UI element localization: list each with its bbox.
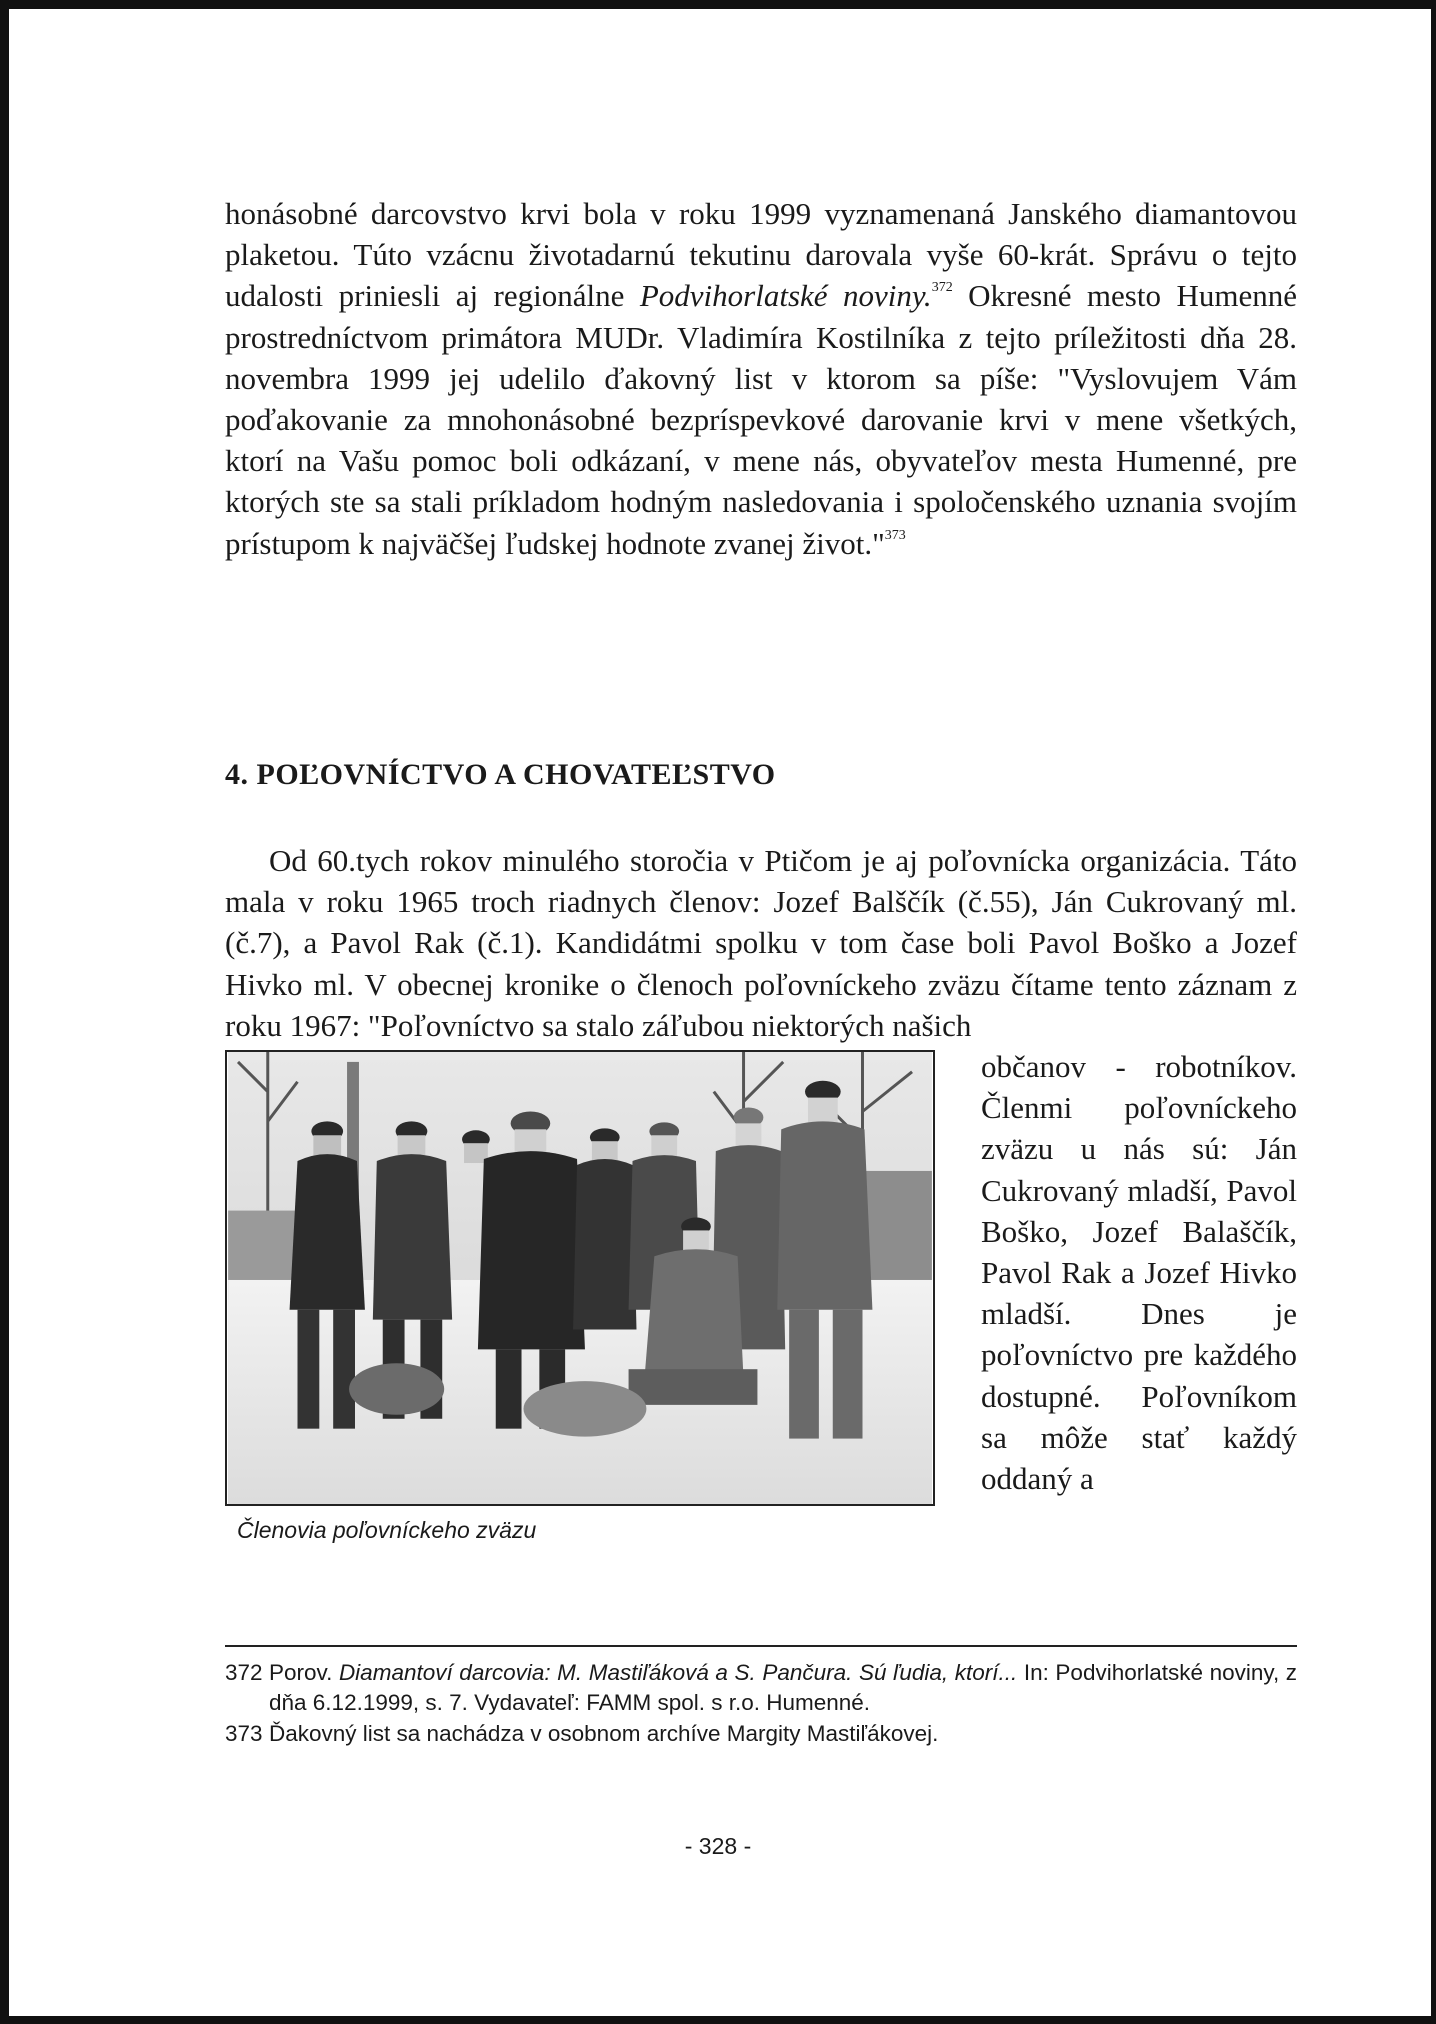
page-number: - 328 - bbox=[684, 1833, 752, 1859]
footnote-ref-373[interactable]: 373 bbox=[884, 527, 906, 543]
footnote-divider bbox=[225, 1645, 1297, 1647]
footnote-number: 373 bbox=[225, 1721, 263, 1746]
footnote-text: Porov. Diamantoví darcovia: M. Mastiľáková a S. Pančura. Sú ľudia, ktorí... In: Podvihorlatské noviny, z dňa 6.12.1999, s. 7. Vydavateľ: FAMM spol. s r.o. Humenné. bbox=[269, 1660, 1298, 1715]
footnote-ref-372[interactable]: 372 bbox=[931, 280, 953, 296]
footnotes bbox=[225, 1658, 1297, 1751]
hunters-group-photo bbox=[225, 1050, 935, 1506]
photo-caption: Členovia poľovníckeho zväzu bbox=[237, 1517, 537, 1544]
paragraph-hunting-wrapped: občanov - robotníkov. Členmi poľovníckeho zväzu u nás sú: Ján Cukrovaný mladší, Pavol Boško, Jozef Balaščík, Pavol Rak a Jozef Hivko mladší. Dnes je poľovníctvo pre každého dostupné. Poľovníkom sa môže stať každý oddaný a bbox=[981, 1049, 1297, 1497]
newspaper-title: Podvihorlatské noviny. bbox=[639, 278, 932, 314]
footnote-373 bbox=[225, 1719, 1297, 1749]
paragraph-hunting-intro: Od 60.tych rokov minulého storočia v Ptičom je aj poľovnícka organizácia. Táto mala v roku 1965 troch riadnych členov: Jozef Balščík (č.55), Ján Cukrovaný ml. (č.7), a Pavol Rak (č.1). Kandidátmi spolku v tom čase boli Pavol Boško a Jozef Hivko ml. V obecnej kronike o členoch poľovníckeho zväzu čítame tento záznam z roku 1967: "Poľovníctvo sa stalo záľubou niektorých našich bbox=[225, 843, 1297, 1043]
footnote-number: 372 bbox=[225, 1660, 263, 1685]
paragraph-text: Okresné mesto Humenné prostredníctvom primátora MUDr. Vladimíra Kostilníka z tejto príležitosti dňa 28. novembra 1999 jej udelilo ďakovný list v ktorom sa píše: "Vyslovujem Vám poďakovanie za mnohonásobné bezpríspevkové darovanie krvi v mene všetkých, ktorí na Vašu pomoc boli odkázaní, v mene nás, obyvateľov mesta Humenné, pre ktorých ste sa stali príkladom hodným nasledovania i spoločenského uznania svojím prístupom k najväčšej ľudskej hodnote zvanej život." bbox=[225, 278, 1297, 561]
section-heading: 4. POĽOVNÍCTVO A CHOVATEĽSTVO bbox=[225, 758, 776, 791]
paragraph-hunting bbox=[225, 840, 1297, 1544]
footnote-372 bbox=[225, 1658, 1297, 1717]
page-body bbox=[225, 193, 1297, 1544]
paragraph-blood-donation bbox=[225, 193, 1297, 564]
photo-figure bbox=[225, 1050, 935, 1544]
footnote-text: Ďakovný list sa nachádza v osobnom archíve Margity Mastiľákovej. bbox=[269, 1721, 939, 1746]
paragraph-text: honásobné darcovstvo krvi bola v roku 1999 vyznamenaná Janského diamantovou plaketou. Túto vzácnu životadarnú tekutinu darovala vyše 60-krát. Správu o tejto udalosti priniesli aj regionálne bbox=[225, 196, 1297, 314]
